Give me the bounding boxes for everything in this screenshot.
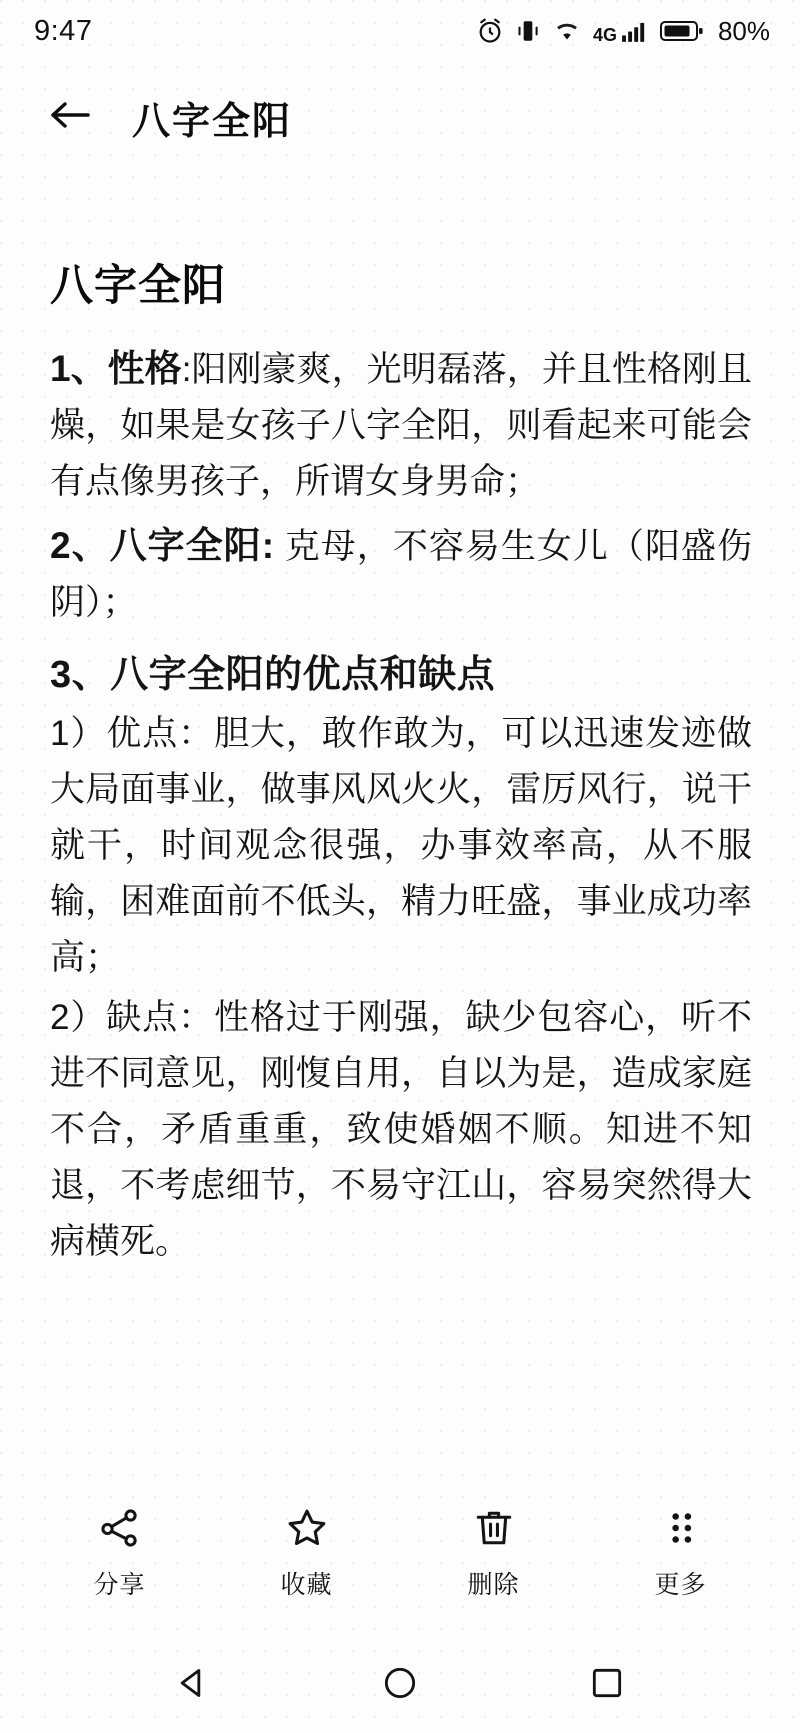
nav-recents-button[interactable]: [572, 1650, 642, 1720]
battery-icon: [660, 19, 704, 43]
article-paragraph-2: [50, 516, 752, 631]
triangle-back-icon: [173, 1663, 213, 1708]
status-time: 9:47: [34, 14, 93, 47]
circle-home-icon: [380, 1663, 420, 1708]
delete-label: 删除: [467, 1571, 520, 1599]
paragraph-1-text: :阳刚豪爽，光明磊落，并且性格刚且燥，如果是女孩子八字全阳，则看起来可能会有点像男孩子，所谓女身男命；: [50, 350, 752, 502]
share-button[interactable]: [45, 1501, 195, 1601]
article-heading-3: 3、八字全阳的优点和缺点: [50, 654, 496, 697]
signal-4g-icon: [593, 18, 649, 44]
paragraph-1-lead: 1、性格: [50, 348, 182, 389]
article-title: 八字全阳: [50, 262, 226, 310]
share-icon: [97, 1501, 143, 1555]
article-paragraph-cons: 2）缺点：性格过于刚强，缺少包容心，听不进不同意见，刚愎自用，自以为是，造成家庭不合，矛盾重重，致使婚姻不顺。知进不知退，不考虑细节，不易守江山，容易突然得大病横死。: [50, 998, 752, 1262]
status-bar: [0, 0, 800, 62]
alarm-icon: [476, 17, 504, 45]
battery-percent: 80%: [717, 15, 770, 46]
paragraph-2-text: 克母，不容易生女儿（阳盛伤阴）；: [50, 527, 752, 623]
article-content: [0, 172, 800, 1487]
paragraph-2-lead: 2、八字全阳:: [50, 525, 275, 567]
favorite-label: 收藏: [280, 1571, 333, 1599]
more-label: 更多: [654, 1571, 707, 1599]
system-nav-bar: [0, 1637, 800, 1733]
page-title: 八字全阳: [132, 100, 293, 143]
vibrate-icon: [515, 17, 541, 45]
delete-button[interactable]: [419, 1501, 569, 1601]
star-icon: [284, 1501, 330, 1555]
back-button[interactable]: [44, 91, 96, 143]
more-button[interactable]: [606, 1501, 756, 1601]
bottom-toolbar: [0, 1487, 800, 1637]
nav-home-button[interactable]: [365, 1650, 435, 1720]
network-label: 4G: [592, 25, 617, 45]
article-paragraph-1: [50, 339, 752, 510]
favorite-button[interactable]: [232, 1501, 382, 1601]
square-recents-icon: [587, 1663, 627, 1708]
trash-icon: [471, 1501, 517, 1555]
arrow-left-icon: [46, 95, 94, 140]
wifi-icon: [552, 17, 582, 45]
status-icons: [476, 16, 770, 47]
share-label: 分享: [93, 1571, 146, 1599]
more-vertical-icon: [658, 1501, 704, 1555]
nav-back-button[interactable]: [158, 1650, 228, 1720]
article-paragraph-pros: 1）优点：胆大，敢作敢为，可以迅速发迹做大局面事业，做事风风火火，雷厉风行，说干就干，时间观念很强，办事效率高，从不服输，困难面前不低头，精力旺盛，事业成功率高；: [50, 714, 752, 978]
app-bar: [0, 62, 800, 172]
